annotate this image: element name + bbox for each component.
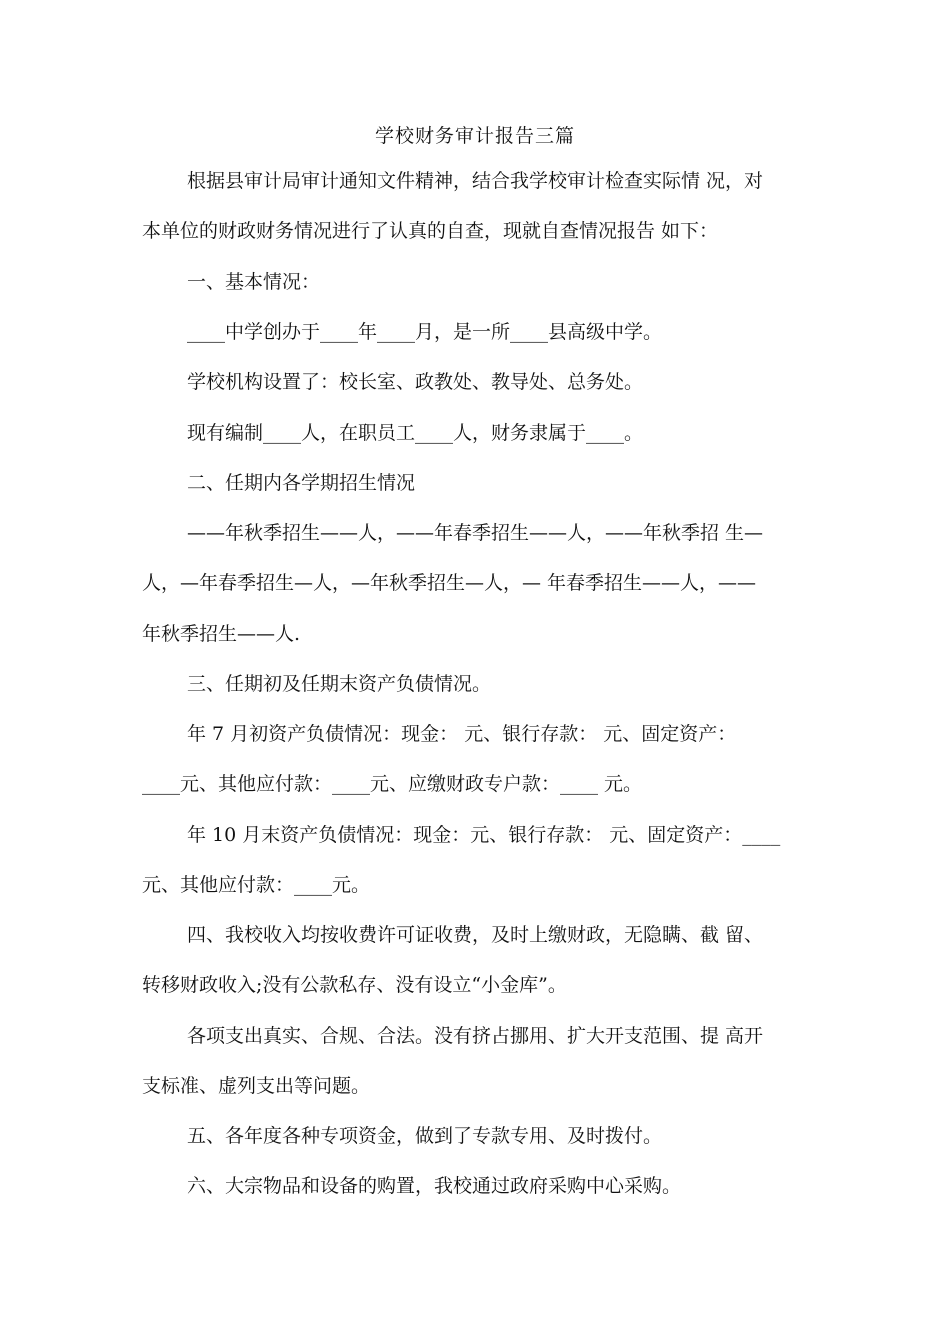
section-heading: 一、基本情况： <box>187 271 321 293</box>
paragraph-line: 根据县审计局审计通知文件精神，结合我学校审计检查实际情 况，对 <box>187 170 764 192</box>
paragraph-line: 六、大宗物品和设备的购置，我校通过政府采购中心采购。 <box>187 1175 682 1197</box>
paragraph-line: 各项支出真实、合规、合法。没有挤占挪用、扩大开支范围、提 高开 <box>187 1025 764 1047</box>
paragraph-line: 转移财政收入;没有公款私存、没有设立“小金库”。 <box>142 974 567 996</box>
paragraph-line: 支标准、虚列支出等问题。 <box>142 1075 371 1097</box>
paragraph-line: 年秋季招生——人. <box>142 623 301 645</box>
paragraph-line: ____中学创办于____年____月，是一所____县高级中学。 <box>187 321 663 343</box>
document-title: 学校财务审计报告三篇 <box>374 125 575 147</box>
section-heading: 三、任期初及任期末资产负债情况。 <box>187 673 492 695</box>
paragraph-line: 五、各年度各种专项资金，做到了专款专用、及时拨付。 <box>187 1125 663 1147</box>
paragraph-line: 学校机构设置了：校长室、政教处、教导处、总务处。 <box>187 371 644 393</box>
paragraph-line: 本单位的财政财务情况进行了认真的自查，现就自查情况报告 如下： <box>142 220 719 242</box>
paragraph-line: 年 10 月末资产负债情况：现金：元、银行存款： 元、固定资产：____ <box>187 824 781 846</box>
paragraph-line: 年 7 月初资产负债情况：现金： 元、银行存款： 元、固定资产： <box>187 723 737 745</box>
paragraph-line: 四、我校收入均按收费许可证收费，及时上缴财政，无隐瞒、截 留、 <box>187 924 764 946</box>
paragraph-line: ____元、其他应付款：____元、应缴财政专户款：____ 元。 <box>142 773 643 795</box>
section-heading: 二、任期内各学期招生情况 <box>187 472 416 494</box>
paragraph-line: 元、其他应付款：____元。 <box>142 874 371 896</box>
paragraph-line: 现有编制____人，在职员工____人，财务隶属于____。 <box>187 422 644 444</box>
paragraph-line: ——年秋季招生——人，——年春季招生——人，——年秋季招 生— <box>187 522 764 544</box>
paragraph-line: 人，—年春季招生—人，—年秋季招生—人，— 年春季招生——人，—— <box>142 572 757 594</box>
